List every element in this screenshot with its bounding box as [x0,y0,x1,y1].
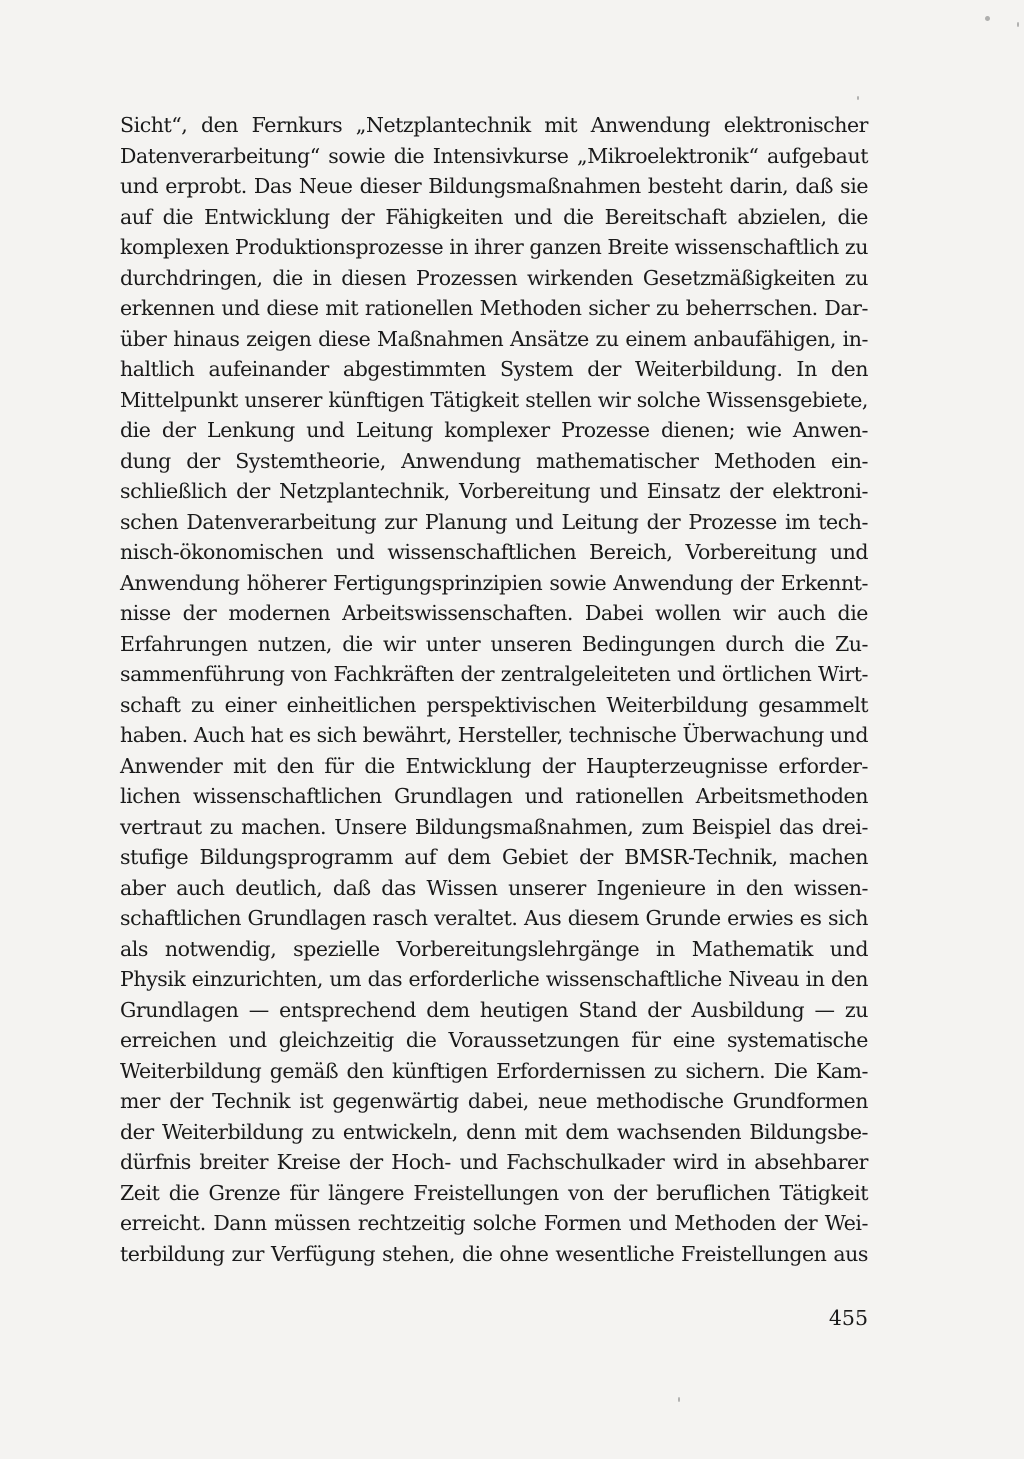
text-line: mer der Technik ist gegenwärtig dabei, neue methodische Grundformen [120,1089,868,1113]
text-line: nisse der modernen Arbeitswissenschaften. Dabei wollen wir auch die [120,601,868,625]
text-line: haben. Auch hat es sich bewährt, Hersteller, technische Überwachung und [120,723,868,747]
text-line: über hinaus zeigen diese Maßnahmen Ansätze zu einem anbaufähigen, in- [120,326,868,351]
text-line: erkennen und diese mit rationellen Methoden sicher zu beherrschen. Dar- [120,296,868,320]
text-line: schließlich der Netzplantechnik, Vorbereitung und Einsatz der elektroni- [120,479,868,503]
scan-speck [857,96,859,100]
text-line: lichen wissenschaftlichen Grundlagen und rationellen Arbeitsmethoden [120,784,868,808]
text-line: Datenverarbeitung“ sowie die Intensivkurse „Mikroelektronik“ aufgebaut [120,143,868,168]
text-line: schen Datenverarbeitung zur Planung und Leitung der Prozesse im tech- [120,509,868,534]
text-line: durchdringen, die in diesen Prozessen wirkenden Gesetzmäßigkeiten zu [120,265,868,290]
scan-speck [678,1397,680,1402]
text-line: und erprobt. Das Neue dieser Bildungsmaßnahmen besteht darin, daß sie [120,174,868,198]
text-line: dung der Systemtheorie, Anwendung mathematischer Methoden ein- [120,448,868,473]
text-line: erreicht. Dann müssen rechtzeitig solche Formen und Methoden der Wei- [120,1211,868,1235]
text-line: Sicht“, den Fernkurs „Netzplantechnik mit Anwendung elektronischer [120,113,868,137]
page-number: 455 [828,1306,868,1330]
text-line: sammenführung von Fachkräften der zentralgeleiteten und örtlichen Wirt- [120,662,868,686]
text-line: Zeit die Grenze für längere Freistellungen von der beruflichen Tätigkeit [120,1180,868,1205]
text-line: Grundlagen — entsprechend dem heutigen Stand der Ausbildung — zu [120,997,868,1022]
text-line: stufige Bildungsprogramm auf dem Gebiet der BMSR-Technik, machen [120,845,868,869]
text-line: aber auch deutlich, daß das Wissen unserer Ingenieure in den wissen- [120,875,868,900]
text-line: als notwendig, spezielle Vorbereitungslehrgänge in Mathematik und [120,936,868,961]
text-line: vertraut zu machen. Unsere Bildungsmaßnahmen, zum Beispiel das drei- [120,814,868,839]
text-line: erreichen und gleichzeitig die Voraussetzungen für eine systematische [120,1028,868,1052]
scan-speck [985,16,990,21]
text-line: Weiterbildung gemäß den künftigen Erfordernissen zu sichern. Die Kam- [120,1058,868,1083]
text-line: auf die Entwicklung der Fähigkeiten und die Bereitschaft abzielen, die [120,204,868,229]
text-line: Physik einzurichten, um das erforderliche wissenschaftliche Niveau in den [120,967,868,991]
scan-speck [1017,22,1019,27]
text-line: schaft zu einer einheitlichen perspektivischen Weiterbildung gesammelt [120,692,868,717]
text-line: schaftlichen Grundlagen rasch veraltet. Aus diesem Grunde erwies es sich [120,906,868,930]
text-line: terbildung zur Verfügung stehen, die ohne wesentliche Freistellungen aus [120,1241,868,1266]
text-line: haltlich aufeinander abgestimmten System der Weiterbildung. In den [120,357,868,381]
text-line: die der Lenkung und Leitung komplexer Prozesse dienen; wie Anwen- [120,418,868,442]
text-line: nisch-ökonomischen und wissenschaftlichen Bereich, Vorbereitung und [120,540,868,564]
text-line: Anwender mit den für die Entwicklung der Haupterzeugnisse erforder- [120,753,868,778]
body-text [120,110,868,1269]
text-line: der Weiterbildung zu entwickeln, denn mit dem wachsenden Bildungsbe- [120,1119,868,1144]
text-line: komplexen Produktionsprozesse in ihrer ganzen Breite wissenschaftlich zu [120,235,868,259]
text-line: dürfnis breiter Kreise der Hoch- und Fachschulkader wird in absehbarer [120,1150,868,1174]
text-line: Erfahrungen nutzen, die wir unter unseren Bedingungen durch die Zu- [120,631,868,656]
text-line: Anwendung höherer Fertigungsprinzipien sowie Anwendung der Erkennt- [120,570,868,595]
text-line: Mittelpunkt unserer künftigen Tätigkeit stellen wir solche Wissensgebiete, [120,387,868,412]
